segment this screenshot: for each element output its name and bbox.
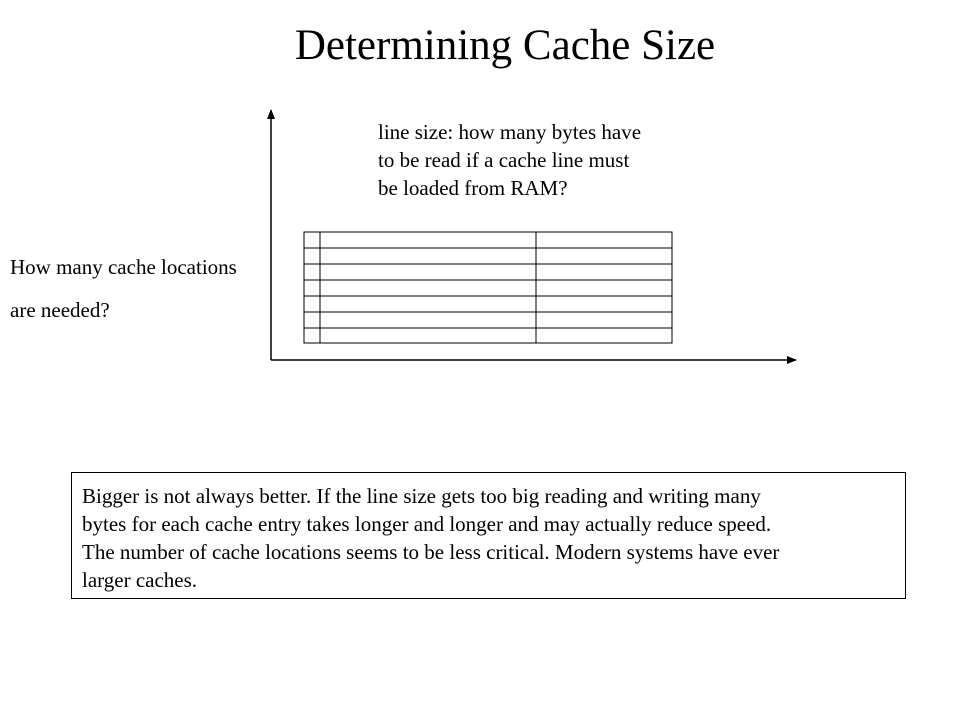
summary-line: larger caches. [82, 568, 198, 592]
line-size-annotation-line: to be read if a cache line must [378, 148, 630, 172]
slide-title: Determining Cache Size [294, 22, 716, 69]
line-size-annotation-line: be loaded from RAM? [378, 176, 568, 200]
summary-line: The number of cache locations seems to be less critical. Modern systems have ever [82, 540, 780, 564]
summary-box [71, 472, 906, 599]
cache-locations-annotation [10, 246, 237, 332]
line-size-annotation [378, 118, 718, 202]
summary-line: Bigger is not always better. If the line size gets too big reading and writing many [82, 484, 761, 508]
cache-table [304, 232, 672, 343]
cache-locations-annotation-line: are needed? [10, 298, 110, 322]
summary-line: bytes for each cache entry takes longer and longer and may actually reduce speed. [82, 512, 772, 536]
cache-table-frame [304, 232, 672, 343]
line-size-annotation-line: line size: how many bytes have [378, 120, 642, 144]
cache-locations-annotation-line: How many cache locations [10, 255, 237, 279]
